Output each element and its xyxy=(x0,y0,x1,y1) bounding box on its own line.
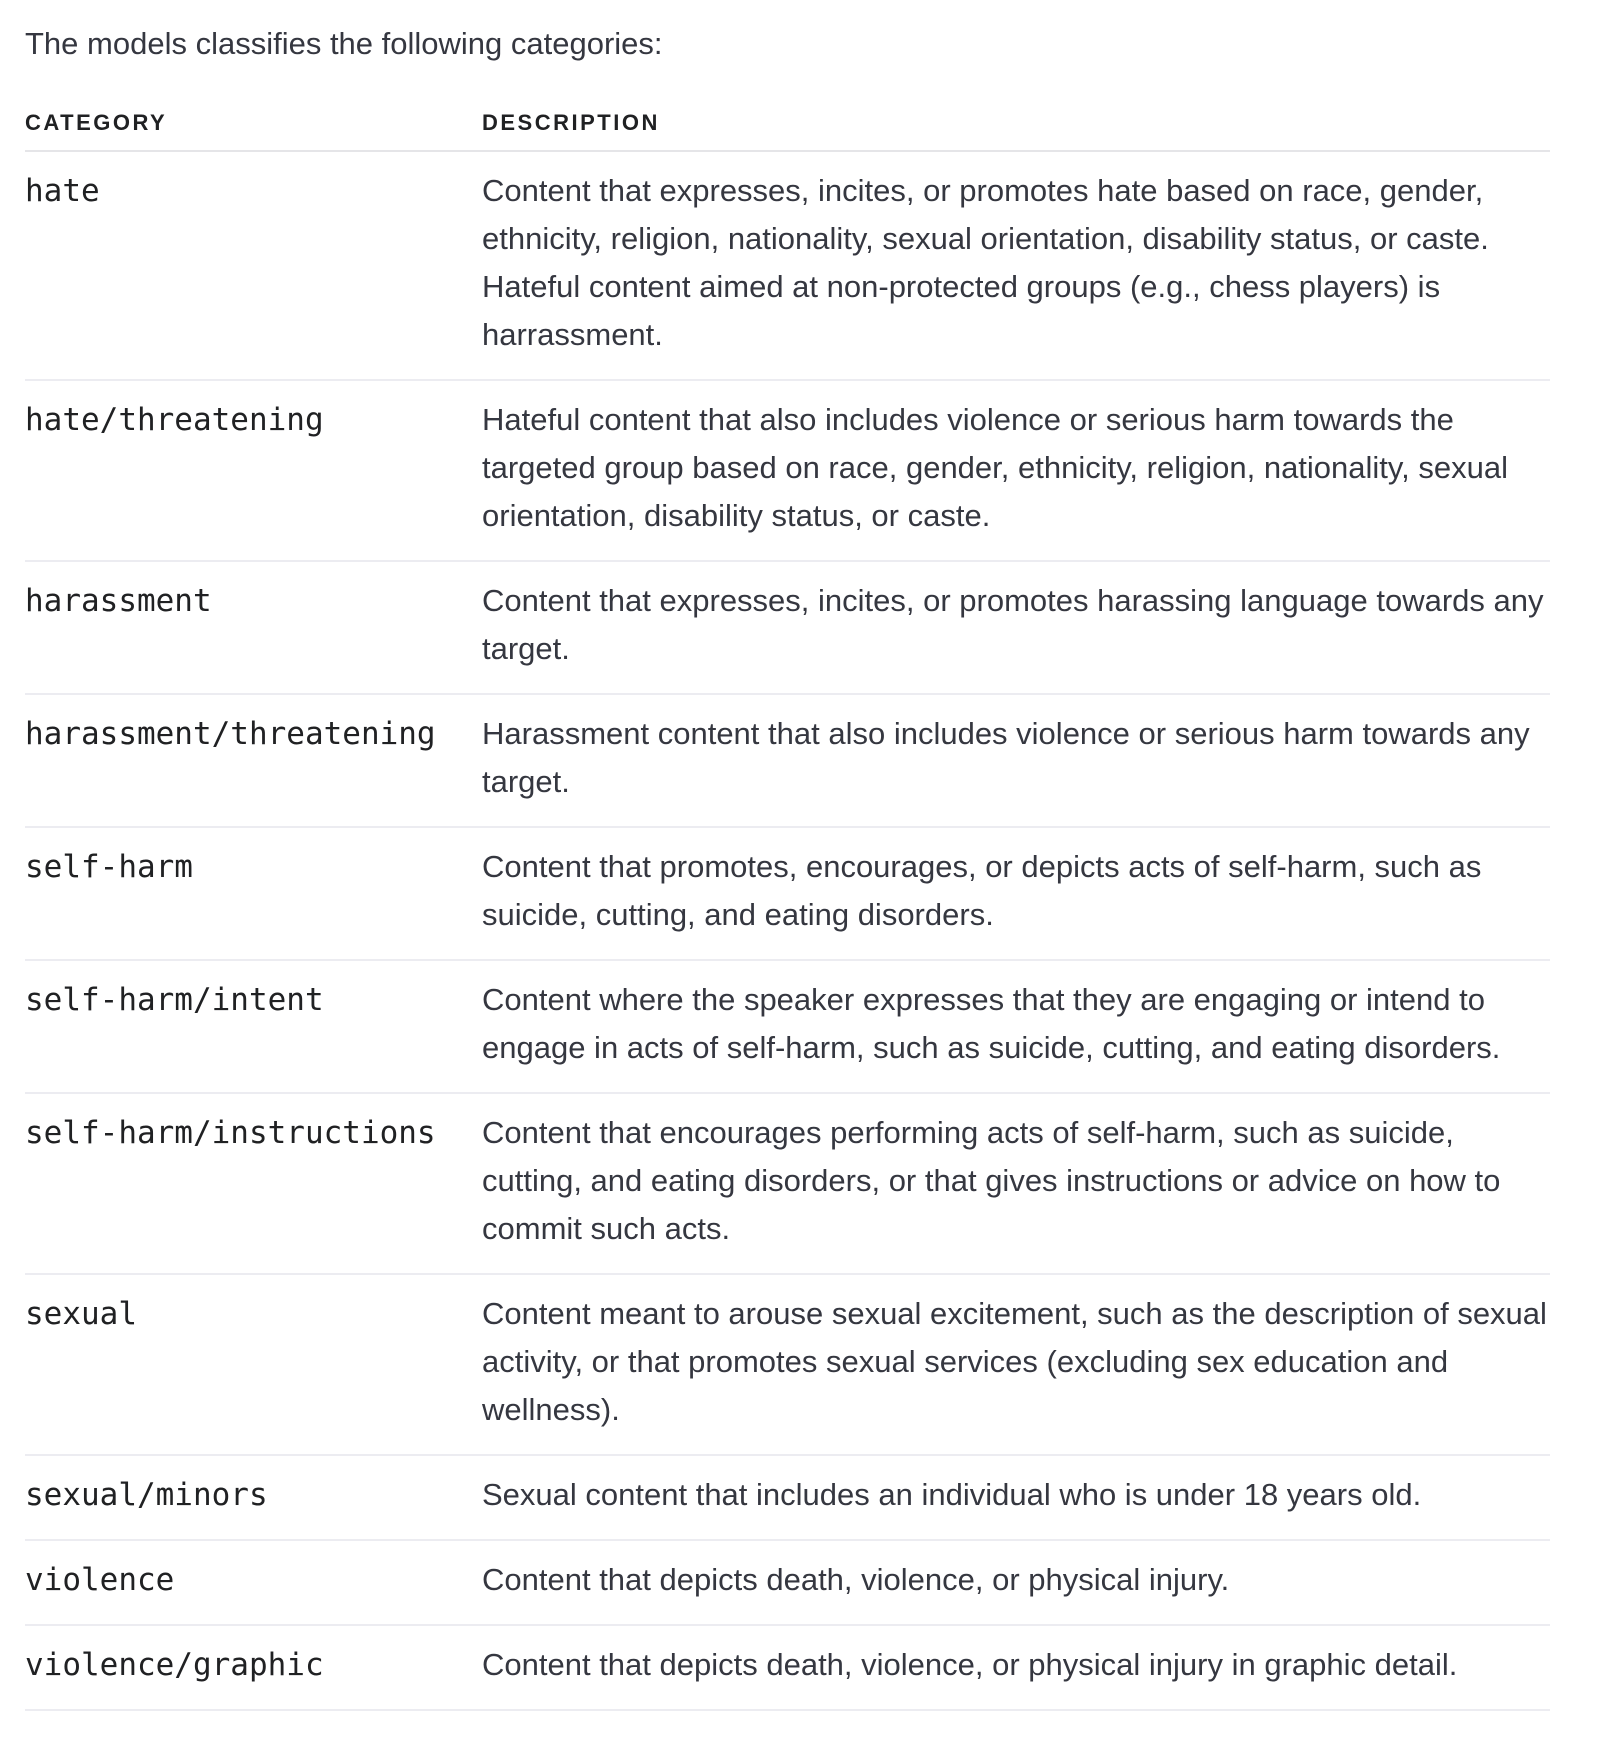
description-cell: Content that promotes, encourages, or depicts acts of self-harm, such as suicide, cutting, and eating disorders. xyxy=(482,827,1550,960)
description-cell: Hateful content that also includes violence or serious harm towards the targeted group based on race, gender, ethnicity, religion, nationality, sexual orientation, disability status, or caste. xyxy=(482,380,1550,561)
table-row xyxy=(25,694,1550,827)
category-cell: harassment/threatening xyxy=(25,694,482,827)
table-row xyxy=(25,1540,1550,1625)
description-cell: Content meant to arouse sexual excitement, such as the description of sexual activity, or that promotes sexual services (excluding sex education and wellness). xyxy=(482,1274,1550,1455)
table-row xyxy=(25,1274,1550,1455)
description-cell: Sexual content that includes an individual who is under 18 years old. xyxy=(482,1455,1550,1540)
category-cell: hate/threatening xyxy=(25,380,482,561)
category-cell: sexual xyxy=(25,1274,482,1455)
table-header xyxy=(25,102,1550,151)
header-row xyxy=(25,102,1550,151)
category-cell: violence xyxy=(25,1540,482,1625)
category-cell: hate xyxy=(25,151,482,380)
description-cell: Content that expresses, incites, or promotes hate based on race, gender, ethnicity, religion, nationality, sexual orientation, disability status, or caste. Hateful content aimed at non-protected groups (e.g., chess players) is harrassment. xyxy=(482,151,1550,380)
column-header-category: CATEGORY xyxy=(25,102,482,151)
categories-table xyxy=(25,102,1550,1711)
table-row xyxy=(25,561,1550,694)
category-cell: self-harm/intent xyxy=(25,960,482,1093)
table-row xyxy=(25,1093,1550,1274)
table-row xyxy=(25,960,1550,1093)
category-cell: self-harm/instructions xyxy=(25,1093,482,1274)
column-header-description: DESCRIPTION xyxy=(482,102,1550,151)
table-row xyxy=(25,1625,1550,1710)
description-cell: Content where the speaker expresses that they are engaging or intend to engage in acts of self-harm, such as suicide, cutting, and eating disorders. xyxy=(482,960,1550,1093)
description-cell: Content that encourages performing acts of self-harm, such as suicide, cutting, and eating disorders, or that gives instructions or advice on how to commit such acts. xyxy=(482,1093,1550,1274)
intro-text: The models classifies the following categories: xyxy=(25,26,663,61)
category-cell: violence/graphic xyxy=(25,1625,482,1710)
category-cell: self-harm xyxy=(25,827,482,960)
table-row xyxy=(25,151,1550,380)
table-row xyxy=(25,380,1550,561)
description-cell: Content that expresses, incites, or promotes harassing language towards any target. xyxy=(482,561,1550,694)
table-row xyxy=(25,1455,1550,1540)
category-cell: harassment xyxy=(25,561,482,694)
table-row xyxy=(25,827,1550,960)
description-cell: Harassment content that also includes violence or serious harm towards any target. xyxy=(482,694,1550,827)
table-body xyxy=(25,151,1550,1710)
description-cell: Content that depicts death, violence, or physical injury in graphic detail. xyxy=(482,1625,1550,1710)
description-cell: Content that depicts death, violence, or physical injury. xyxy=(482,1540,1550,1625)
category-cell: sexual/minors xyxy=(25,1455,482,1540)
